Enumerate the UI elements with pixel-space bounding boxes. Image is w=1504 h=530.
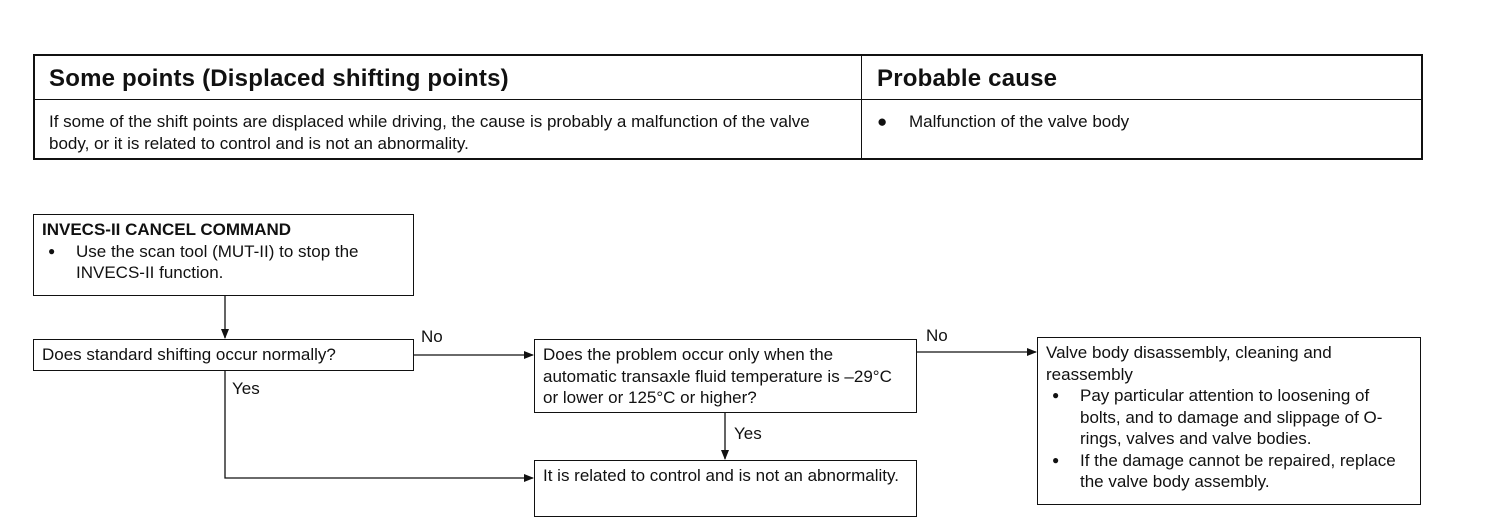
- valve-box-bullet-1: ● Pay particular attention to loosening of bolts, and to damage and slippage of O-rings, valves and valve bodies.: [1046, 385, 1412, 450]
- result-box-control-not-abnormal: [534, 460, 917, 517]
- start-box-title: INVECS-II CANCEL COMMAND: [42, 220, 292, 239]
- result-box-valve-body-service: [1037, 337, 1421, 505]
- label-no-q2: No: [926, 326, 948, 345]
- label-yes-q2: Yes: [734, 424, 762, 443]
- question-2-text: Does the problem occur only when the automatic transaxle fluid temperature is –29°C or lower or 125°C or higher?: [543, 345, 892, 407]
- start-box-cancel-command: [33, 214, 414, 296]
- start-box-bullet: ● Use the scan tool (MUT-II) to stop the INVECS-II function.: [42, 241, 405, 284]
- table-header-probable-cause: Probable cause: [877, 65, 1058, 92]
- question-1-text: Does standard shifting occur normally?: [42, 345, 336, 364]
- question-box-fluid-temperature: [534, 339, 917, 413]
- bullet-icon: ●: [877, 112, 888, 131]
- valve-box-bullet-2: ● If the damage cannot be repaired, replace the valve body assembly.: [1046, 450, 1412, 493]
- table-header-symptom: Some points (Displaced shifting points): [49, 65, 509, 92]
- label-yes-q1: Yes: [232, 379, 260, 398]
- arrow-q1-yes-to-control: [225, 371, 533, 478]
- result-control-text: It is related to control and is not an abnormality.: [543, 466, 899, 485]
- question-box-standard-shifting: [33, 339, 414, 371]
- probable-cause-text: Malfunction of the valve body: [909, 112, 1130, 131]
- table-cell-symptom-description: If some of the shift points are displaced while driving, the cause is probably a malfunction of the valve body, or it is related to control and is not an abnormality.: [49, 112, 810, 153]
- label-no-q1: No: [421, 327, 443, 346]
- valve-box-title: Valve body disassembly, cleaning and reassembly: [1046, 343, 1332, 384]
